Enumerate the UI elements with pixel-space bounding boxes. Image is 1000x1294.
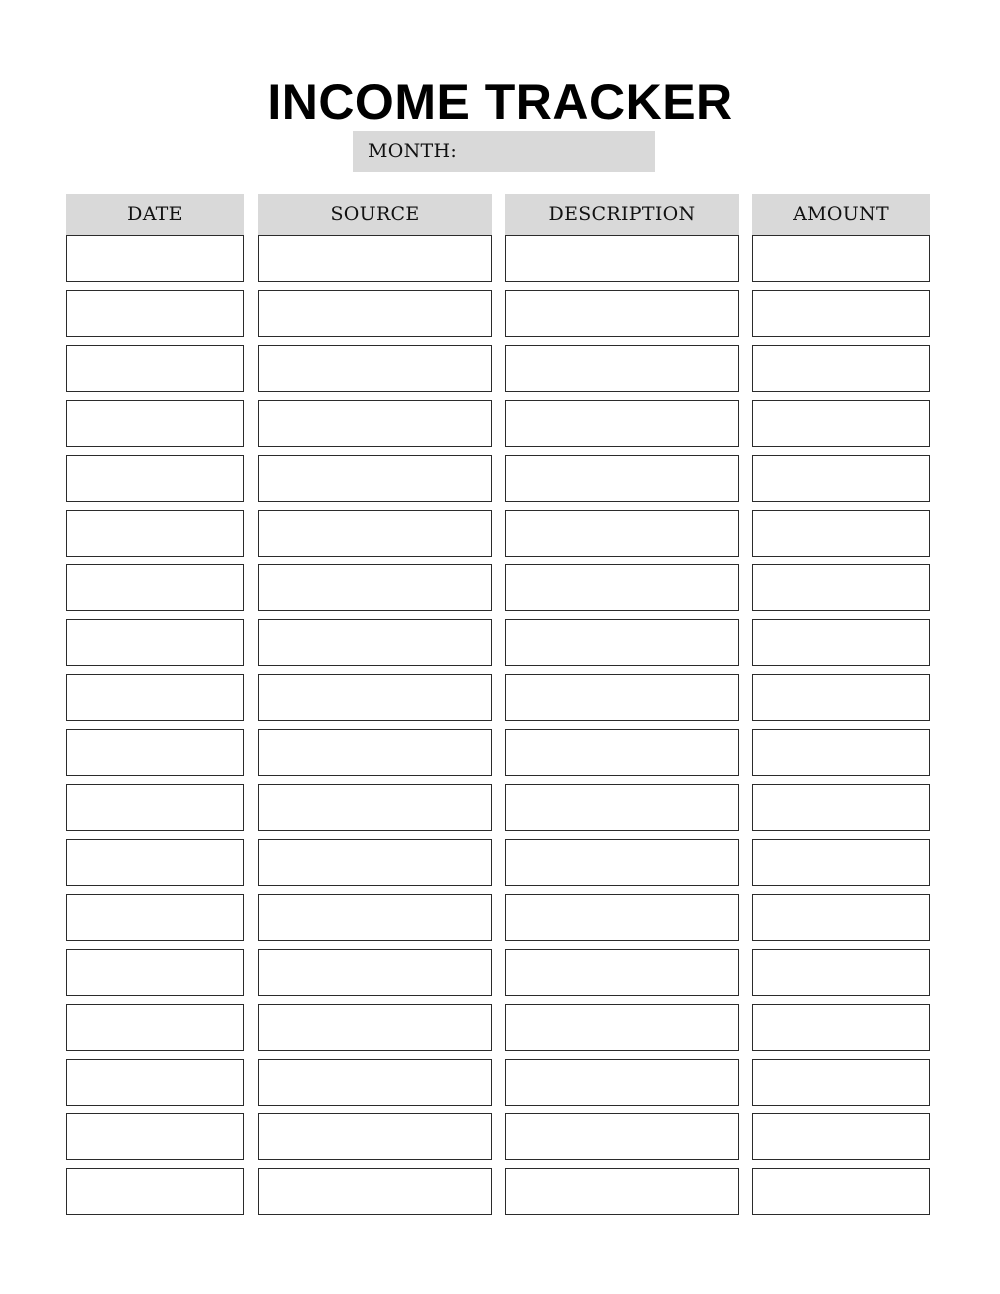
source-input[interactable]: [259, 1114, 491, 1159]
entry-cell-description[interactable]: [505, 345, 739, 392]
entry-cell-source[interactable]: [258, 839, 492, 886]
description-input[interactable]: [506, 456, 738, 501]
entry-cell-date[interactable]: [66, 1004, 244, 1051]
date-input[interactable]: [67, 785, 243, 830]
description-input[interactable]: [506, 675, 738, 720]
date-input[interactable]: [67, 346, 243, 391]
source-input[interactable]: [259, 620, 491, 665]
entry-cell-source[interactable]: [258, 510, 492, 557]
column-description: [505, 194, 739, 235]
description-input[interactable]: [506, 1060, 738, 1105]
description-input[interactable]: [506, 620, 738, 665]
source-input[interactable]: [259, 785, 491, 830]
source-input[interactable]: [259, 840, 491, 885]
description-input[interactable]: [506, 511, 738, 556]
source-input[interactable]: [259, 456, 491, 501]
entry-cell-amount[interactable]: [752, 1168, 930, 1215]
entry-cell-date[interactable]: [66, 1113, 244, 1160]
description-input[interactable]: [506, 291, 738, 336]
source-input[interactable]: [259, 236, 491, 281]
entry-cell-date[interactable]: [66, 1168, 244, 1215]
column-amount: [752, 194, 930, 235]
entry-cell-amount[interactable]: [752, 894, 930, 941]
amount-input[interactable]: [753, 675, 929, 720]
source-input[interactable]: [259, 511, 491, 556]
entry-cell-date[interactable]: [66, 510, 244, 557]
entry-cell-description[interactable]: [505, 1004, 739, 1051]
amount-input[interactable]: [753, 511, 929, 556]
entry-cell-source[interactable]: [258, 949, 492, 996]
entry-cell-date[interactable]: [66, 564, 244, 611]
entry-cell-description[interactable]: [505, 839, 739, 886]
entry-cell-description[interactable]: [505, 1113, 739, 1160]
column-header-source: SOURCE: [258, 194, 492, 235]
description-input[interactable]: [506, 785, 738, 830]
amount-input[interactable]: [753, 1169, 929, 1214]
month-label: MONTH:: [368, 140, 458, 162]
date-input[interactable]: [67, 291, 243, 336]
column-source: [258, 194, 492, 235]
entry-cell-date[interactable]: [66, 784, 244, 831]
description-input[interactable]: [506, 895, 738, 940]
entry-cell-description[interactable]: [505, 729, 739, 776]
amount-input[interactable]: [753, 346, 929, 391]
entry-cell-source[interactable]: [258, 619, 492, 666]
date-input[interactable]: [67, 895, 243, 940]
entry-cell-amount[interactable]: [752, 290, 930, 337]
source-input[interactable]: [259, 675, 491, 720]
amount-input[interactable]: [753, 785, 929, 830]
entry-cell-date[interactable]: [66, 235, 244, 282]
entry-cell-date[interactable]: [66, 455, 244, 502]
description-input[interactable]: [506, 565, 738, 610]
source-input[interactable]: [259, 950, 491, 995]
entry-cell-date[interactable]: [66, 894, 244, 941]
entry-cell-amount[interactable]: [752, 839, 930, 886]
amount-input[interactable]: [753, 1060, 929, 1105]
entry-cell-date[interactable]: [66, 290, 244, 337]
entry-cell-amount[interactable]: [752, 235, 930, 282]
amount-input[interactable]: [753, 1005, 929, 1050]
entry-cell-amount[interactable]: [752, 949, 930, 996]
entry-cell-description[interactable]: [505, 674, 739, 721]
entry-cell-source[interactable]: [258, 345, 492, 392]
source-input[interactable]: [259, 1005, 491, 1050]
column-date: [66, 194, 244, 235]
entry-cell-description[interactable]: [505, 1168, 739, 1215]
entry-cell-source[interactable]: [258, 290, 492, 337]
entry-cell-description[interactable]: [505, 784, 739, 831]
entry-cell-source[interactable]: [258, 894, 492, 941]
entry-cell-amount[interactable]: [752, 510, 930, 557]
entry-cell-description[interactable]: [505, 619, 739, 666]
entry-cell-amount[interactable]: [752, 729, 930, 776]
date-input[interactable]: [67, 840, 243, 885]
entry-cell-description[interactable]: [505, 510, 739, 557]
entry-cell-source[interactable]: [258, 564, 492, 611]
entry-cell-description[interactable]: [505, 1059, 739, 1106]
source-input[interactable]: [259, 401, 491, 446]
date-input[interactable]: [67, 730, 243, 775]
date-input[interactable]: [67, 456, 243, 501]
entry-cell-source[interactable]: [258, 1004, 492, 1051]
entry-cell-amount[interactable]: [752, 1113, 930, 1160]
amount-input[interactable]: [753, 730, 929, 775]
entry-cell-source[interactable]: [258, 400, 492, 447]
entry-cell-date[interactable]: [66, 400, 244, 447]
entry-cell-date[interactable]: [66, 839, 244, 886]
date-input[interactable]: [67, 1005, 243, 1050]
source-input[interactable]: [259, 1169, 491, 1214]
column-header-amount: AMOUNT: [752, 194, 930, 235]
entry-cell-source[interactable]: [258, 455, 492, 502]
source-input[interactable]: [259, 1060, 491, 1105]
entry-cell-amount[interactable]: [752, 1059, 930, 1106]
description-input[interactable]: [506, 401, 738, 446]
amount-input[interactable]: [753, 401, 929, 446]
date-input[interactable]: [67, 1060, 243, 1105]
date-input[interactable]: [67, 950, 243, 995]
description-input[interactable]: [506, 840, 738, 885]
amount-input[interactable]: [753, 620, 929, 665]
entry-cell-description[interactable]: [505, 894, 739, 941]
entry-cell-date[interactable]: [66, 619, 244, 666]
amount-input[interactable]: [753, 895, 929, 940]
source-input[interactable]: [259, 291, 491, 336]
entry-cell-source[interactable]: [258, 235, 492, 282]
amount-input[interactable]: [753, 291, 929, 336]
entry-cell-date[interactable]: [66, 729, 244, 776]
entry-cell-source[interactable]: [258, 1113, 492, 1160]
entry-cell-source[interactable]: [258, 674, 492, 721]
date-input[interactable]: [67, 1169, 243, 1214]
source-input[interactable]: [259, 565, 491, 610]
entry-cell-amount[interactable]: [752, 400, 930, 447]
column-header-description: DESCRIPTION: [505, 194, 739, 235]
amount-input[interactable]: [753, 1114, 929, 1159]
description-input[interactable]: [506, 1005, 738, 1050]
entry-cell-amount[interactable]: [752, 455, 930, 502]
date-input[interactable]: [67, 675, 243, 720]
source-input[interactable]: [259, 730, 491, 775]
entry-cell-date[interactable]: [66, 1059, 244, 1106]
date-input[interactable]: [67, 511, 243, 556]
entry-cell-date[interactable]: [66, 949, 244, 996]
description-input[interactable]: [506, 730, 738, 775]
amount-input[interactable]: [753, 565, 929, 610]
amount-input[interactable]: [753, 236, 929, 281]
entry-cell-description[interactable]: [505, 400, 739, 447]
entry-cell-source[interactable]: [258, 784, 492, 831]
month-input[interactable]: [463, 135, 652, 170]
date-input[interactable]: [67, 236, 243, 281]
description-input[interactable]: [506, 1169, 738, 1214]
date-input[interactable]: [67, 565, 243, 610]
date-input[interactable]: [67, 401, 243, 446]
entry-cell-description[interactable]: [505, 564, 739, 611]
entry-cell-amount[interactable]: [752, 345, 930, 392]
description-input[interactable]: [506, 950, 738, 995]
entry-cell-description[interactable]: [505, 290, 739, 337]
amount-input[interactable]: [753, 950, 929, 995]
source-input[interactable]: [259, 346, 491, 391]
entry-cell-amount[interactable]: [752, 619, 930, 666]
entry-cell-description[interactable]: [505, 455, 739, 502]
page-title: INCOME TRACKER: [267, 74, 733, 130]
entry-cell-amount[interactable]: [752, 564, 930, 611]
source-input[interactable]: [259, 895, 491, 940]
amount-input[interactable]: [753, 456, 929, 501]
column-header-date: DATE: [66, 194, 244, 235]
entry-cell-amount[interactable]: [752, 674, 930, 721]
month-field-box: [353, 131, 655, 172]
entry-cell-description[interactable]: [505, 949, 739, 996]
entry-cell-date[interactable]: [66, 345, 244, 392]
entry-cell-amount[interactable]: [752, 784, 930, 831]
entry-cell-source[interactable]: [258, 1059, 492, 1106]
description-input[interactable]: [506, 346, 738, 391]
amount-input[interactable]: [753, 840, 929, 885]
entry-cell-date[interactable]: [66, 674, 244, 721]
entry-cell-source[interactable]: [258, 729, 492, 776]
entry-cell-description[interactable]: [505, 235, 739, 282]
entry-cell-amount[interactable]: [752, 1004, 930, 1051]
date-input[interactable]: [67, 1114, 243, 1159]
description-input[interactable]: [506, 1114, 738, 1159]
entry-cell-source[interactable]: [258, 1168, 492, 1215]
date-input[interactable]: [67, 620, 243, 665]
description-input[interactable]: [506, 236, 738, 281]
